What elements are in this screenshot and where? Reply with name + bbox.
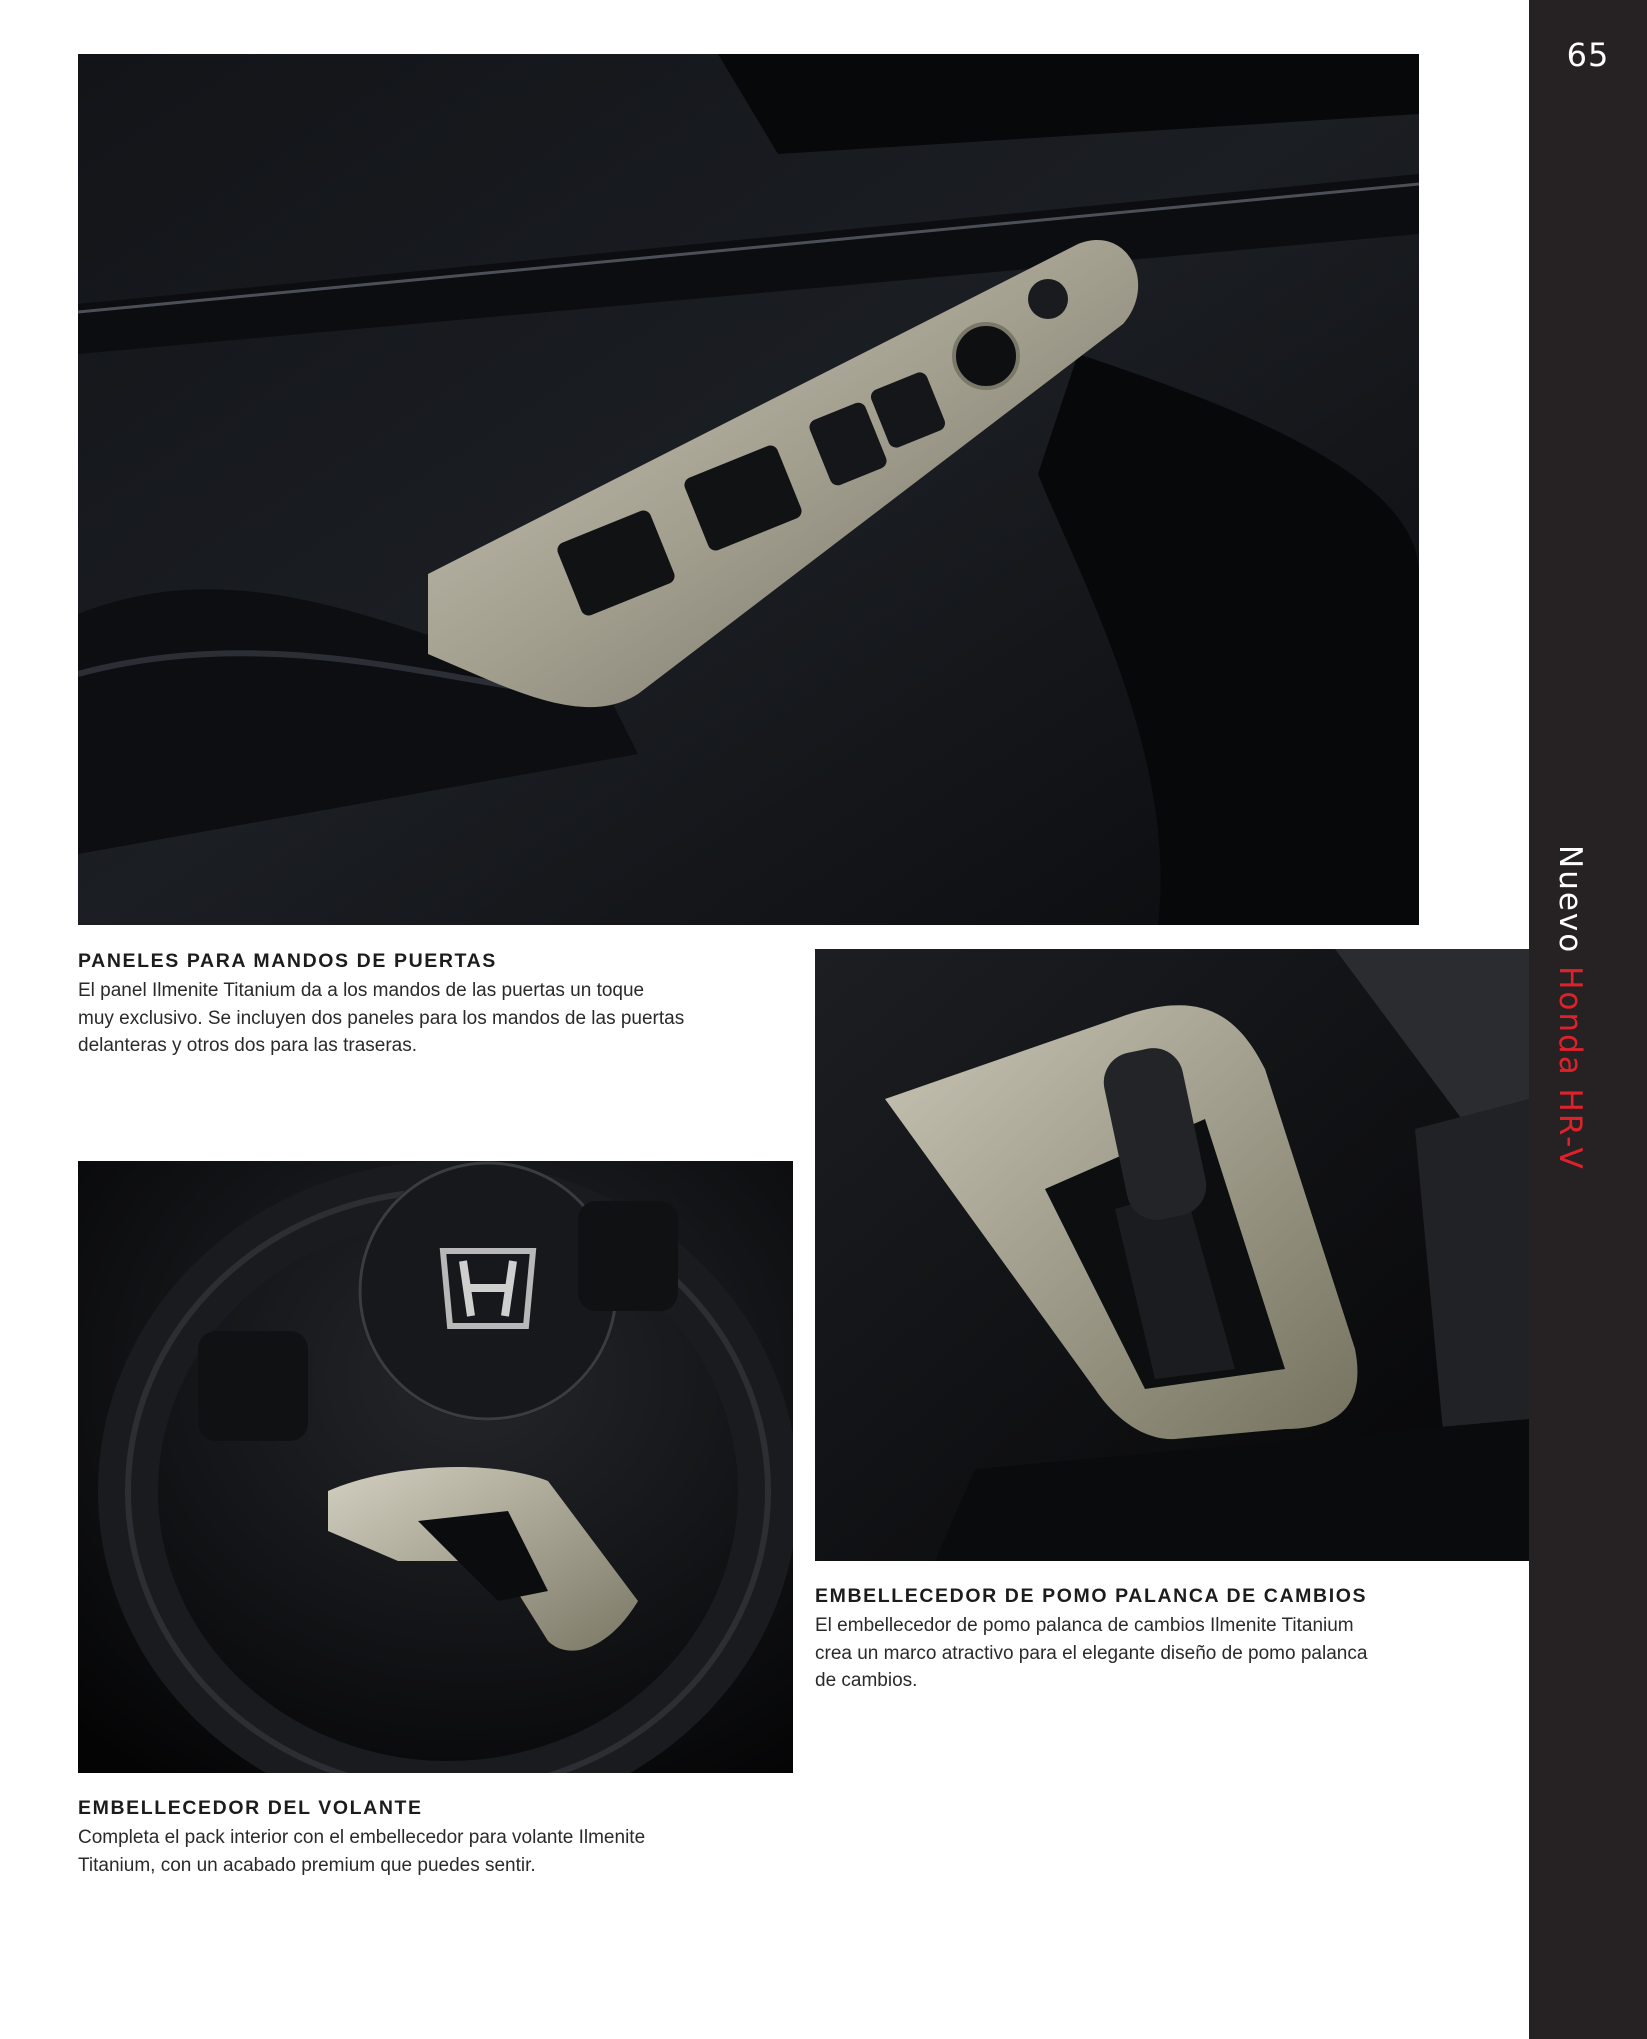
door-panels-line: delanteras y otros dos para las traseras. [78,1035,418,1056]
gear-shift-caption [815,1585,1495,1695]
steering-wheel-description [78,1824,798,1879]
gear-shift-heading: EMBELLECEDOR DE POMO PALANCA DE CAMBIOS [815,1585,1368,1607]
gear-shift-surround-photo [815,949,1529,1561]
steering-wheel-line: Completa el pack interior con el embellecedor para volante Ilmenite [78,1827,646,1848]
door-panels-line: muy exclusivo. Se incluyen dos paneles para los mandos de las puertas [78,1007,685,1029]
page-number: 65 [1566,36,1610,74]
steering-wheel-photo [78,1161,793,1773]
door-panels-heading: PANELES PARA MANDOS DE PUERTAS [78,950,497,972]
steering-wheel-heading: EMBELLECEDOR DEL VOLANTE [78,1797,423,1819]
steering-wheel-line: Titanium, con un acabado premium que puedes sentir. [78,1854,536,1876]
sidebar [1529,0,1647,2039]
door-panels-caption [78,950,798,1060]
door-panels-line: El panel Ilmenite Titanium da a los mandos de las puertas un toque [78,980,645,1001]
vertical-title [1552,845,1588,1171]
gear-shift-line: crea un marco atractivo para el elegante diseño de pomo palanca [815,1642,1368,1664]
door-panels-description [78,977,798,1060]
gear-shift-description [815,1612,1495,1695]
gear-shift-line: El embellecedor de pomo palanca de cambios Ilmenite Titanium [815,1615,1354,1636]
door-switch-panel-photo [78,54,1419,925]
vertical-title-nuevo: Nuevo [1552,845,1588,955]
steering-wheel-caption [78,1797,798,1879]
vertical-title-model: Honda HR-V [1552,966,1588,1171]
gear-shift-line: de cambios. [815,1670,918,1691]
